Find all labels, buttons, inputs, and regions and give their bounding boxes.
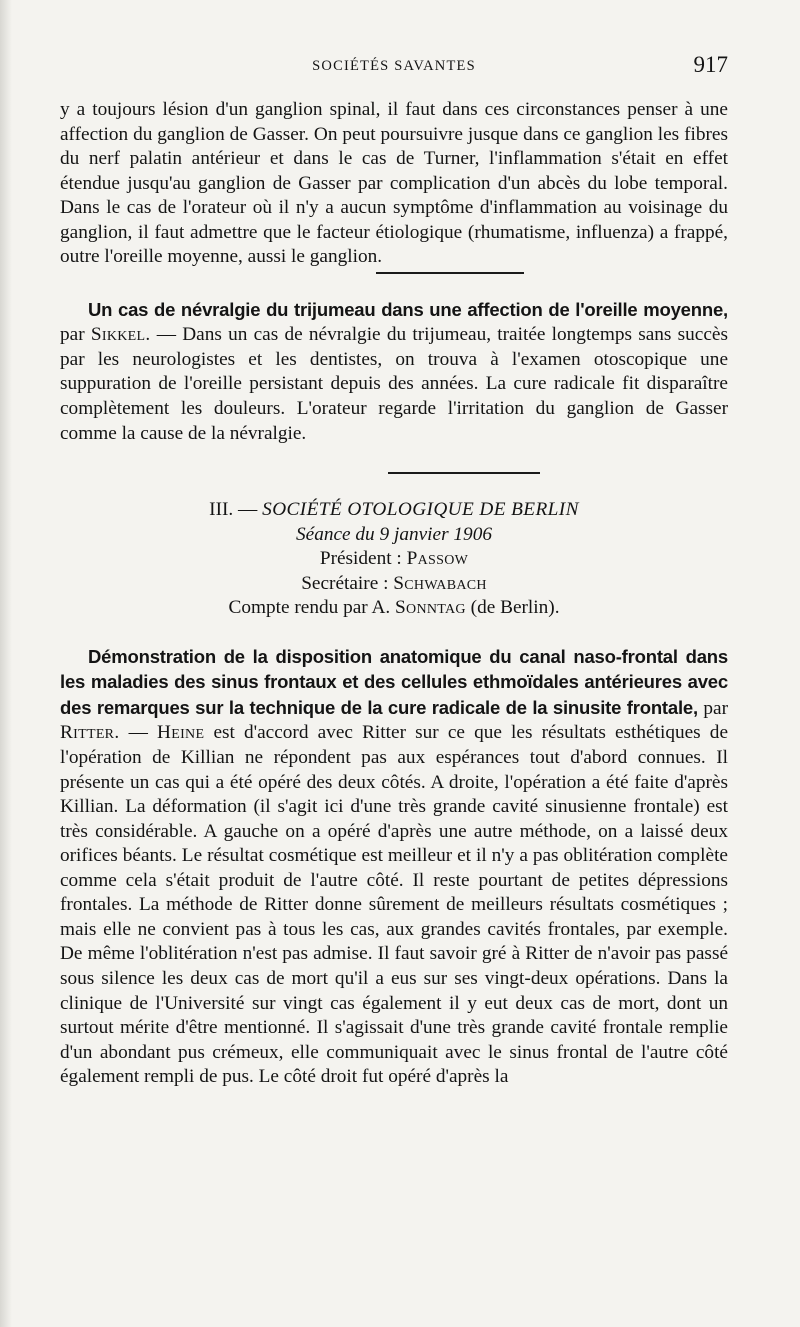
ritter-text: est d'accord avec Ritter sur ce que les résultats esthétiques de l'opération de Killian ne répondent pas aux espérances tout d'abord connues. Il présente un cas qui a été opéré des deux côtés. A droite, l'opération a été faite d'après Killian. La déformation (il s'agit ici d'une très grande cavité sinusienne frontale) est très considérable. A gauche on a opéré d'après une autre méthode, on a laissé deux orifices béants. Le résultat cosmétique est meilleur et il n'y a pas oblitération complète comme cela s'était produit de l'autre côté. Il reste pourtant de petites dépressions frontales. La méthode de Ritter donne sûrement de meilleurs résultats cosmétiques ; mais elle ne convient pas à tous les cas, aux grandes cavités frontales, par exemple. De même l'oblitération n'est pas admise. Il faut savoir gré à Ritter de n'avoir pas passé sous silence les deux cas de mort qu'il a eus sur ses vingt-deux opérations. Dans la clinique de l'Université sur vingt cas également il y eut deux cas de mort, dont un surtout mérite d'être mentionné. Il s'agissait d'une très grande cavité frontale remplie d'un abondant pus crémeux, elle communiquait avec le sinus frontal de l'autre côté également rempli de pus. Le côté droit fut opéré d'après la: [60, 722, 728, 1088]
sikkel-author: Sikkel.: [90, 324, 151, 346]
president-name: Passow: [406, 548, 469, 570]
secretary-line: [60, 572, 728, 597]
ritter-title: Démonstration de la disposition anatomique du canal naso-frontal dans les maladies des sinus frontaux et des cellules ethmoïdales antérieures avec des remarques sur la technique de la cure radicale de la sinusite frontale,: [60, 645, 728, 718]
sikkel-title: Un cas de névralgie du trijumeau dans une affection de l'oreille moyenne,: [88, 298, 728, 320]
sikkel-par: par: [60, 324, 91, 346]
president-line: [60, 547, 728, 572]
ritter-dash: —: [119, 722, 157, 744]
ritter-par: par: [697, 697, 728, 719]
ritter-section: [60, 645, 728, 1090]
society-divider: [388, 472, 540, 474]
report-line: [60, 596, 728, 621]
society-numeral: III. —: [209, 499, 258, 521]
society-block: [60, 498, 728, 621]
president-label: Président :: [319, 548, 407, 570]
page-header: [60, 52, 728, 84]
secretary-label: Secrétaire :: [301, 572, 394, 594]
secretary-name: Schwabach: [393, 572, 487, 594]
ritter-author: Ritter.: [60, 722, 120, 744]
sikkel-section: [60, 298, 728, 446]
society-title: [60, 498, 728, 523]
session-date: Séance du 9 janvier 1906: [296, 523, 492, 545]
continued-paragraph: y a toujours lésion d'un ganglion spinal, il faut dans ces circonstances penser à une affection du ganglion de Gasser. On peut poursuivre jusque dans ce ganglion les fibres du nerf palatin antérieur et dans le cas de Turner, l'inflammation s'était en effet étendue jusqu'au ganglion de Gasser par complication d'un abcès du lobe temporal. Dans le cas de l'orateur où il n'y a aucun symptôme d'inflammation au voisinage du ganglion, il faut admettre que le facteur étiologique (rhumatisme, influenza) a frappé, outre l'oreille moyenne, aussi le ganglion.: [60, 99, 728, 268]
society-name: SOCIÉTÉ OTOLOGIQUE DE BERLIN: [262, 499, 579, 521]
section-divider: [376, 272, 524, 274]
report-suffix: (de Berlin).: [465, 597, 560, 619]
page-body: [60, 98, 728, 1090]
running-head: SOCIÉTÉS SAVANTES: [312, 58, 476, 74]
binding-shadow: [0, 0, 12, 1327]
page-number: 917: [693, 52, 728, 77]
report-label: Compte rendu par A.: [228, 597, 396, 619]
sikkel-text: — Dans un cas de névralgie du trijumeau, traitée longtemps sans succès par les neurologistes et les dentistes, on trouva à l'examen otoscopique une suppuration de l'oreille persistant depuis des années. La cure radicale fit disparaître complètement les douleurs. L'orateur regarde l'irritation du ganglion de Gasser comme la cause de la névralgie.: [60, 324, 728, 444]
reporter-name: Sonntag: [395, 597, 466, 619]
discussant-name: Heine: [157, 722, 205, 744]
